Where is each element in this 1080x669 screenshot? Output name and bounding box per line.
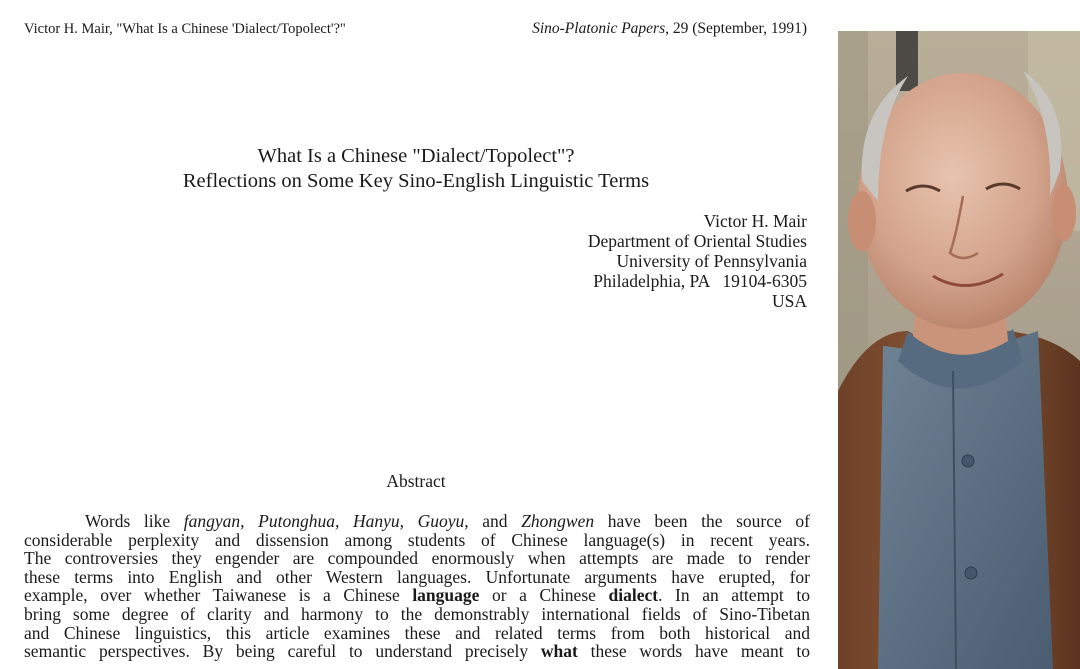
author-city: Philadelphia, PA 19104-6305 — [593, 271, 807, 291]
abstract-line: and Chinese linguistics, this article examines these and related terms from both historical and — [24, 622, 810, 643]
portrait-photo — [838, 31, 1080, 669]
abstract-heading: Abstract — [386, 471, 446, 491]
abstract-body — [24, 512, 810, 661]
title-line-1: What Is a Chinese "Dialect/Topolect"? — [257, 145, 575, 167]
abstract-line: Words like fangyan, Putonghua, Hanyu, Guoyu, and Zhongwen have been the source of — [85, 511, 810, 531]
author-university: University of Pennsylvania — [616, 251, 807, 271]
running-head-right — [532, 20, 807, 38]
running-head-left: Victor H. Mair, "What Is a Chinese 'Dialect/Topolect'?" — [24, 21, 346, 37]
author-name: Victor H. Mair — [703, 211, 807, 231]
bold-dialect: dialect — [608, 585, 659, 606]
term-list: fangyan, Putonghua, Hanyu, Guoyu, — [183, 511, 469, 531]
bold-what: what — [540, 641, 578, 662]
paper-title — [0, 144, 832, 194]
author-country: USA — [771, 291, 807, 311]
title-line-2: Reflections on Some Key Sino-English Linguistic Terms — [182, 170, 650, 192]
abstract-line: semantic perspectives. By being careful to understand precisely what these words have meant to — [24, 641, 811, 662]
abstract-line: these terms into English and other Western languages. Unfortunate arguments have erupted, for — [24, 566, 810, 587]
bold-language: language — [412, 585, 480, 606]
abstract-line: bring some degree of clarity and harmony to the demonstrably international fields of Sino-Tibetan — [24, 603, 810, 624]
journal-name: Sino-Platonic Papers — [532, 20, 666, 37]
abstract-line: The controversies they engender are compounded enormously when attempts are made to render — [24, 548, 810, 569]
abstract-line: considerable perplexity and dissension among students of Chinese language(s) in recent years. — [24, 529, 810, 550]
term-zhongwen: Zhongwen — [521, 511, 595, 531]
author-department: Department of Oriental Studies — [587, 231, 807, 251]
abstract-line: example, over whether Taiwanese is a Chinese language or a Chinese dialect. In an attempt to — [24, 585, 810, 606]
journal-issue: , 29 (September, 1991) — [665, 20, 807, 37]
author-block — [588, 211, 807, 311]
